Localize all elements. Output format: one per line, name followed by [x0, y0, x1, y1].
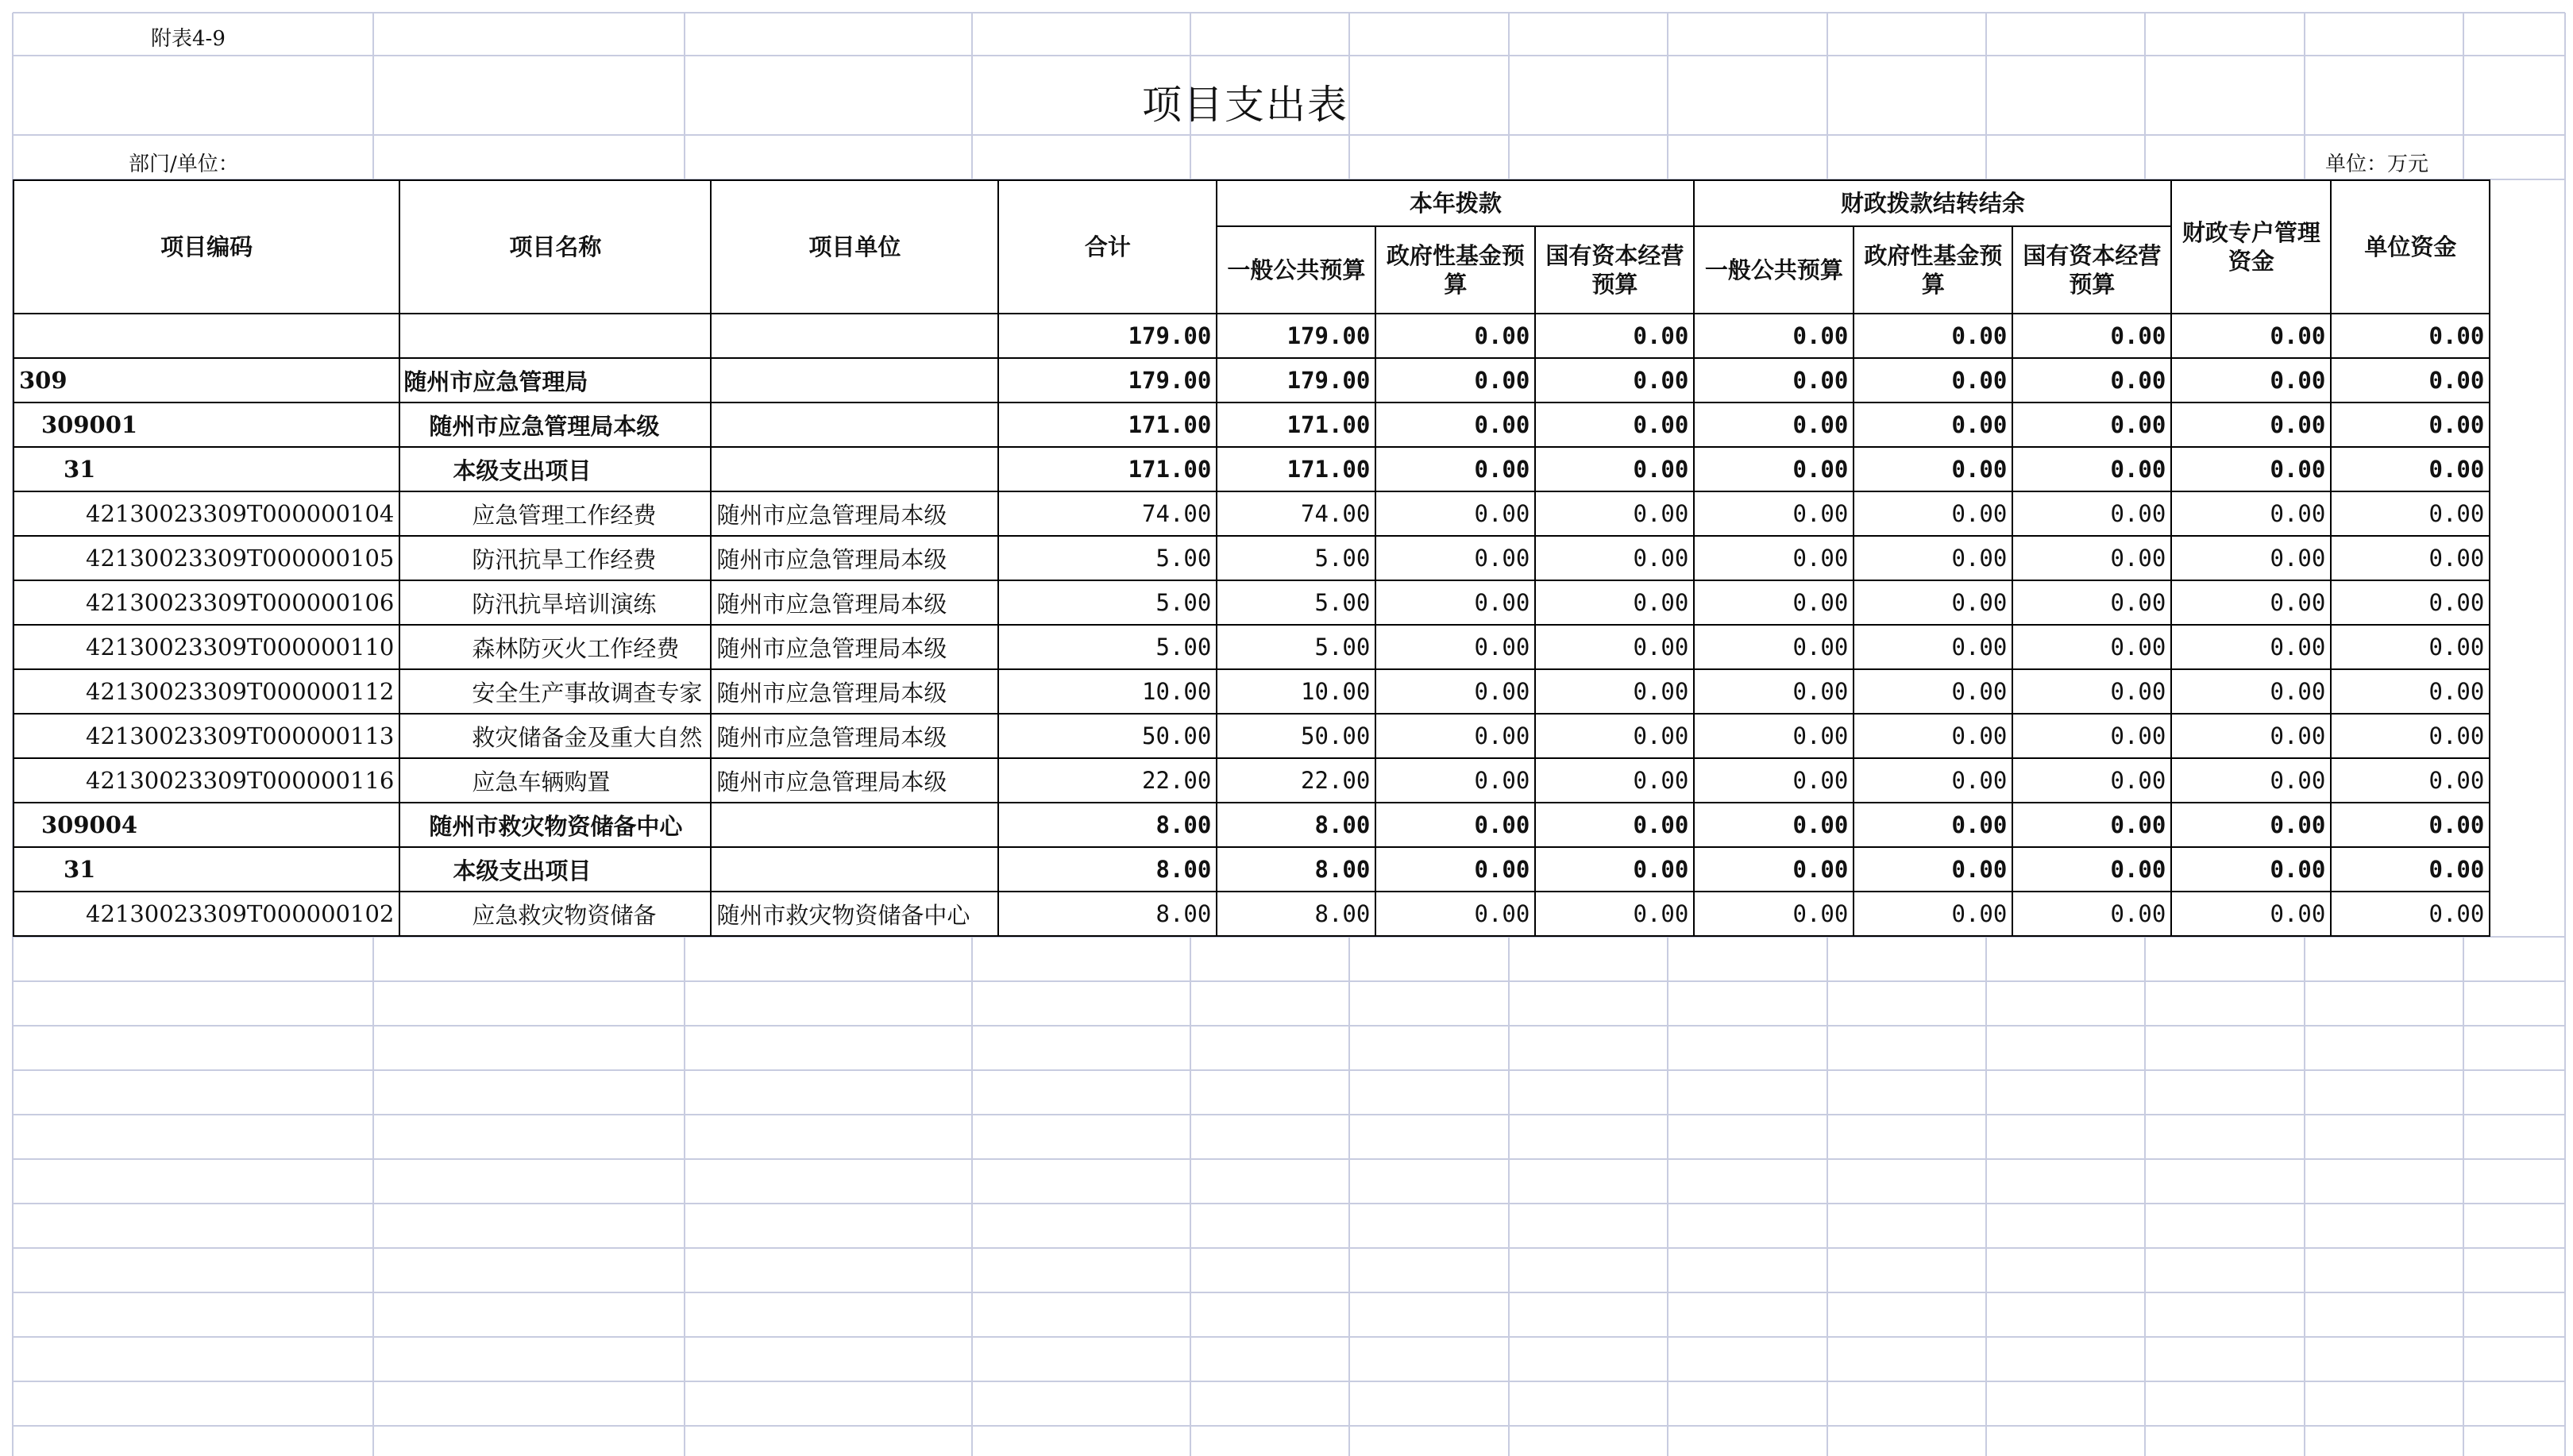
header-group-carryover: 财政拨款结转结余	[1694, 180, 2171, 226]
cell-project-code: 42130023309T000000116	[14, 758, 399, 803]
table-row	[14, 847, 2490, 892]
cell-carryover-stateowned: 0.00	[2012, 358, 2171, 403]
cell-total: 179.00	[998, 358, 1217, 403]
cell-project-name: 安全生产事故调查专家	[399, 669, 711, 714]
cell-special: 0.00	[2171, 536, 2331, 580]
cell-project-code: 309004	[14, 803, 399, 847]
cell-project-unit: 随州市救灾物资储备中心	[711, 892, 998, 936]
cell-own: 0.00	[2331, 536, 2490, 580]
cell-current-stateowned: 0.00	[1535, 803, 1694, 847]
cell-project-code	[14, 314, 399, 358]
cell-own: 0.00	[2331, 625, 2490, 669]
cell-current-general: 74.00	[1217, 491, 1375, 536]
cell-carryover-govfund: 0.00	[1854, 714, 2012, 758]
cell-project-name: 防汛抗旱工作经费	[399, 536, 711, 580]
cell-carryover-general: 0.00	[1694, 669, 1854, 714]
cell-current-govfund: 0.00	[1375, 892, 1535, 936]
cell-project-name: 防汛抗旱培训演练	[399, 580, 711, 625]
cell-carryover-general: 0.00	[1694, 892, 1854, 936]
table-row	[14, 314, 2490, 358]
cell-current-govfund: 0.00	[1375, 669, 1535, 714]
project-expenditure-table	[13, 179, 2490, 937]
cell-carryover-stateowned: 0.00	[2012, 314, 2171, 358]
cell-total: 5.00	[998, 580, 1217, 625]
cell-carryover-stateowned: 0.00	[2012, 447, 2171, 491]
cell-total: 5.00	[998, 625, 1217, 669]
cell-current-stateowned: 0.00	[1535, 447, 1694, 491]
cell-own: 0.00	[2331, 358, 2490, 403]
table-row	[14, 669, 2490, 714]
cell-special: 0.00	[2171, 314, 2331, 358]
cell-project-code: 42130023309T000000104	[14, 491, 399, 536]
cell-project-code: 42130023309T000000110	[14, 625, 399, 669]
cell-current-stateowned: 0.00	[1535, 625, 1694, 669]
cell-project-unit: 随州市应急管理局本级	[711, 580, 998, 625]
cell-carryover-govfund: 0.00	[1854, 580, 2012, 625]
cell-special: 0.00	[2171, 847, 2331, 892]
cell-special: 0.00	[2171, 358, 2331, 403]
cell-project-unit	[711, 403, 998, 447]
cell-project-code: 42130023309T000000105	[14, 536, 399, 580]
cell-total: 5.00	[998, 536, 1217, 580]
cell-carryover-govfund: 0.00	[1854, 536, 2012, 580]
cell-carryover-govfund: 0.00	[1854, 314, 2012, 358]
cell-current-general: 5.00	[1217, 625, 1375, 669]
header-unit: 项目单位	[711, 180, 998, 314]
cell-total: 74.00	[998, 491, 1217, 536]
cell-total: 8.00	[998, 892, 1217, 936]
cell-total: 179.00	[998, 314, 1217, 358]
cell-project-unit	[711, 847, 998, 892]
cell-own: 0.00	[2331, 758, 2490, 803]
cell-own: 0.00	[2331, 847, 2490, 892]
cell-current-general: 22.00	[1217, 758, 1375, 803]
cell-current-general: 50.00	[1217, 714, 1375, 758]
cell-current-govfund: 0.00	[1375, 625, 1535, 669]
cell-project-unit: 随州市应急管理局本级	[711, 491, 998, 536]
header-name: 项目名称	[399, 180, 711, 314]
cell-special: 0.00	[2171, 403, 2331, 447]
table-row	[14, 447, 2490, 491]
cell-current-stateowned: 0.00	[1535, 758, 1694, 803]
table-row	[14, 580, 2490, 625]
cell-project-code: 42130023309T000000113	[14, 714, 399, 758]
cell-current-stateowned: 0.00	[1535, 847, 1694, 892]
cell-current-govfund: 0.00	[1375, 358, 1535, 403]
cell-carryover-general: 0.00	[1694, 580, 1854, 625]
cell-current-govfund: 0.00	[1375, 447, 1535, 491]
cell-carryover-stateowned: 0.00	[2012, 892, 2171, 936]
table-body	[14, 314, 2490, 936]
cell-special: 0.00	[2171, 580, 2331, 625]
cell-carryover-stateowned: 0.00	[2012, 625, 2171, 669]
cell-current-stateowned: 0.00	[1535, 714, 1694, 758]
cell-carryover-govfund: 0.00	[1854, 358, 2012, 403]
cell-carryover-stateowned: 0.00	[2012, 669, 2171, 714]
cell-current-general: 171.00	[1217, 447, 1375, 491]
cell-carryover-stateowned: 0.00	[2012, 536, 2171, 580]
table-row	[14, 758, 2490, 803]
header-special: 财政专户管理资金	[2171, 180, 2331, 314]
cell-project-code: 309001	[14, 403, 399, 447]
table-row	[14, 625, 2490, 669]
cell-current-stateowned: 0.00	[1535, 491, 1694, 536]
cell-current-stateowned: 0.00	[1535, 580, 1694, 625]
cell-current-general: 179.00	[1217, 358, 1375, 403]
header-current-govfund: 政府性基金预算	[1375, 226, 1535, 314]
cell-special: 0.00	[2171, 447, 2331, 491]
cell-own: 0.00	[2331, 314, 2490, 358]
cell-carryover-general: 0.00	[1694, 314, 1854, 358]
page-title: 项目支出表	[1142, 82, 1348, 128]
cell-current-general: 5.00	[1217, 580, 1375, 625]
cell-carryover-stateowned: 0.00	[2012, 403, 2171, 447]
cell-current-stateowned: 0.00	[1535, 669, 1694, 714]
cell-special: 0.00	[2171, 758, 2331, 803]
header-own: 单位资金	[2331, 180, 2490, 314]
cell-own: 0.00	[2331, 892, 2490, 936]
cell-carryover-govfund: 0.00	[1854, 447, 2012, 491]
cell-project-name: 救灾储备金及重大自然	[399, 714, 711, 758]
cell-current-govfund: 0.00	[1375, 758, 1535, 803]
cell-carryover-stateowned: 0.00	[2012, 491, 2171, 536]
cell-own: 0.00	[2331, 403, 2490, 447]
header-current-stateowned: 国有资本经营预算	[1535, 226, 1694, 314]
cell-current-general: 179.00	[1217, 314, 1375, 358]
cell-own: 0.00	[2331, 447, 2490, 491]
cell-project-unit	[711, 314, 998, 358]
cell-project-unit: 随州市应急管理局本级	[711, 536, 998, 580]
cell-carryover-govfund: 0.00	[1854, 758, 2012, 803]
cell-current-stateowned: 0.00	[1535, 314, 1694, 358]
cell-own: 0.00	[2331, 669, 2490, 714]
unit-label: 单位：万元	[2325, 152, 2429, 176]
cell-carryover-stateowned: 0.00	[2012, 580, 2171, 625]
cell-total: 50.00	[998, 714, 1217, 758]
cell-project-unit: 随州市应急管理局本级	[711, 714, 998, 758]
cell-current-govfund: 0.00	[1375, 714, 1535, 758]
cell-project-name: 本级支出项目	[399, 847, 711, 892]
cell-special: 0.00	[2171, 714, 2331, 758]
table-row	[14, 714, 2490, 758]
table-row	[14, 803, 2490, 847]
table-row	[14, 358, 2490, 403]
cell-carryover-govfund: 0.00	[1854, 892, 2012, 936]
table-row	[14, 403, 2490, 447]
cell-project-name: 应急管理工作经费	[399, 491, 711, 536]
cell-special: 0.00	[2171, 669, 2331, 714]
cell-current-govfund: 0.00	[1375, 491, 1535, 536]
cell-total: 8.00	[998, 803, 1217, 847]
cell-special: 0.00	[2171, 491, 2331, 536]
cell-current-govfund: 0.00	[1375, 580, 1535, 625]
cell-project-name: 本级支出项目	[399, 447, 711, 491]
cell-current-general: 8.00	[1217, 892, 1375, 936]
cell-carryover-stateowned: 0.00	[2012, 758, 2171, 803]
table-row	[14, 892, 2490, 936]
cell-carryover-govfund: 0.00	[1854, 803, 2012, 847]
cell-carryover-general: 0.00	[1694, 447, 1854, 491]
cell-total: 171.00	[998, 403, 1217, 447]
cell-own: 0.00	[2331, 714, 2490, 758]
cell-current-govfund: 0.00	[1375, 314, 1535, 358]
cell-current-govfund: 0.00	[1375, 803, 1535, 847]
cell-project-name: 应急救灾物资储备	[399, 892, 711, 936]
cell-carryover-govfund: 0.00	[1854, 669, 2012, 714]
cell-carryover-govfund: 0.00	[1854, 491, 2012, 536]
cell-project-unit: 随州市应急管理局本级	[711, 625, 998, 669]
cell-carryover-general: 0.00	[1694, 358, 1854, 403]
cell-carryover-general: 0.00	[1694, 803, 1854, 847]
cell-carryover-general: 0.00	[1694, 758, 1854, 803]
cell-carryover-govfund: 0.00	[1854, 847, 2012, 892]
cell-total: 8.00	[998, 847, 1217, 892]
cell-carryover-stateowned: 0.00	[2012, 847, 2171, 892]
dept-label: 部门/单位：	[129, 152, 239, 176]
cell-current-general: 5.00	[1217, 536, 1375, 580]
cell-project-unit	[711, 447, 998, 491]
cell-current-stateowned: 0.00	[1535, 536, 1694, 580]
table-row	[14, 491, 2490, 536]
cell-project-code: 42130023309T000000106	[14, 580, 399, 625]
cell-carryover-general: 0.00	[1694, 536, 1854, 580]
cell-project-code: 42130023309T000000102	[14, 892, 399, 936]
header-group-current: 本年拨款	[1217, 180, 1694, 226]
cell-project-name: 随州市应急管理局	[399, 358, 711, 403]
cell-special: 0.00	[2171, 803, 2331, 847]
header-code: 项目编码	[14, 180, 399, 314]
header-total: 合计	[998, 180, 1217, 314]
header-carryover-general: 一般公共预算	[1694, 226, 1854, 314]
cell-current-stateowned: 0.00	[1535, 358, 1694, 403]
cell-current-stateowned: 0.00	[1535, 403, 1694, 447]
cell-project-unit: 随州市应急管理局本级	[711, 669, 998, 714]
cell-current-general: 171.00	[1217, 403, 1375, 447]
cell-project-code: 309	[14, 358, 399, 403]
cell-project-name	[399, 314, 711, 358]
cell-current-govfund: 0.00	[1375, 847, 1535, 892]
cell-current-general: 8.00	[1217, 847, 1375, 892]
cell-project-unit: 随州市应急管理局本级	[711, 758, 998, 803]
cell-current-general: 10.00	[1217, 669, 1375, 714]
cell-current-general: 8.00	[1217, 803, 1375, 847]
cell-carryover-general: 0.00	[1694, 714, 1854, 758]
cell-total: 10.00	[998, 669, 1217, 714]
header-current-general: 一般公共预算	[1217, 226, 1375, 314]
cell-own: 0.00	[2331, 803, 2490, 847]
cell-carryover-govfund: 0.00	[1854, 625, 2012, 669]
cell-project-name: 随州市救灾物资储备中心	[399, 803, 711, 847]
cell-carryover-stateowned: 0.00	[2012, 803, 2171, 847]
cell-carryover-stateowned: 0.00	[2012, 714, 2171, 758]
cell-total: 22.00	[998, 758, 1217, 803]
cell-carryover-general: 0.00	[1694, 403, 1854, 447]
cell-own: 0.00	[2331, 580, 2490, 625]
cell-current-govfund: 0.00	[1375, 536, 1535, 580]
cell-carryover-govfund: 0.00	[1854, 403, 2012, 447]
cell-project-code: 42130023309T000000112	[14, 669, 399, 714]
table-row	[14, 536, 2490, 580]
cell-current-govfund: 0.00	[1375, 403, 1535, 447]
cell-project-code: 31	[14, 447, 399, 491]
cell-carryover-general: 0.00	[1694, 625, 1854, 669]
cell-project-name: 应急车辆购置	[399, 758, 711, 803]
cell-carryover-general: 0.00	[1694, 847, 1854, 892]
cell-special: 0.00	[2171, 625, 2331, 669]
cell-carryover-general: 0.00	[1694, 491, 1854, 536]
cell-own: 0.00	[2331, 491, 2490, 536]
sheet-label: 附表4-9	[151, 27, 226, 51]
cell-current-stateowned: 0.00	[1535, 892, 1694, 936]
cell-project-code: 31	[14, 847, 399, 892]
cell-project-name: 森林防灭火工作经费	[399, 625, 711, 669]
header-carryover-stateowned: 国有资本经营预算	[2012, 226, 2171, 314]
cell-project-unit	[711, 803, 998, 847]
cell-project-name: 随州市应急管理局本级	[399, 403, 711, 447]
header-carryover-govfund: 政府性基金预算	[1854, 226, 2012, 314]
cell-project-unit	[711, 358, 998, 403]
cell-total: 171.00	[998, 447, 1217, 491]
cell-special: 0.00	[2171, 892, 2331, 936]
